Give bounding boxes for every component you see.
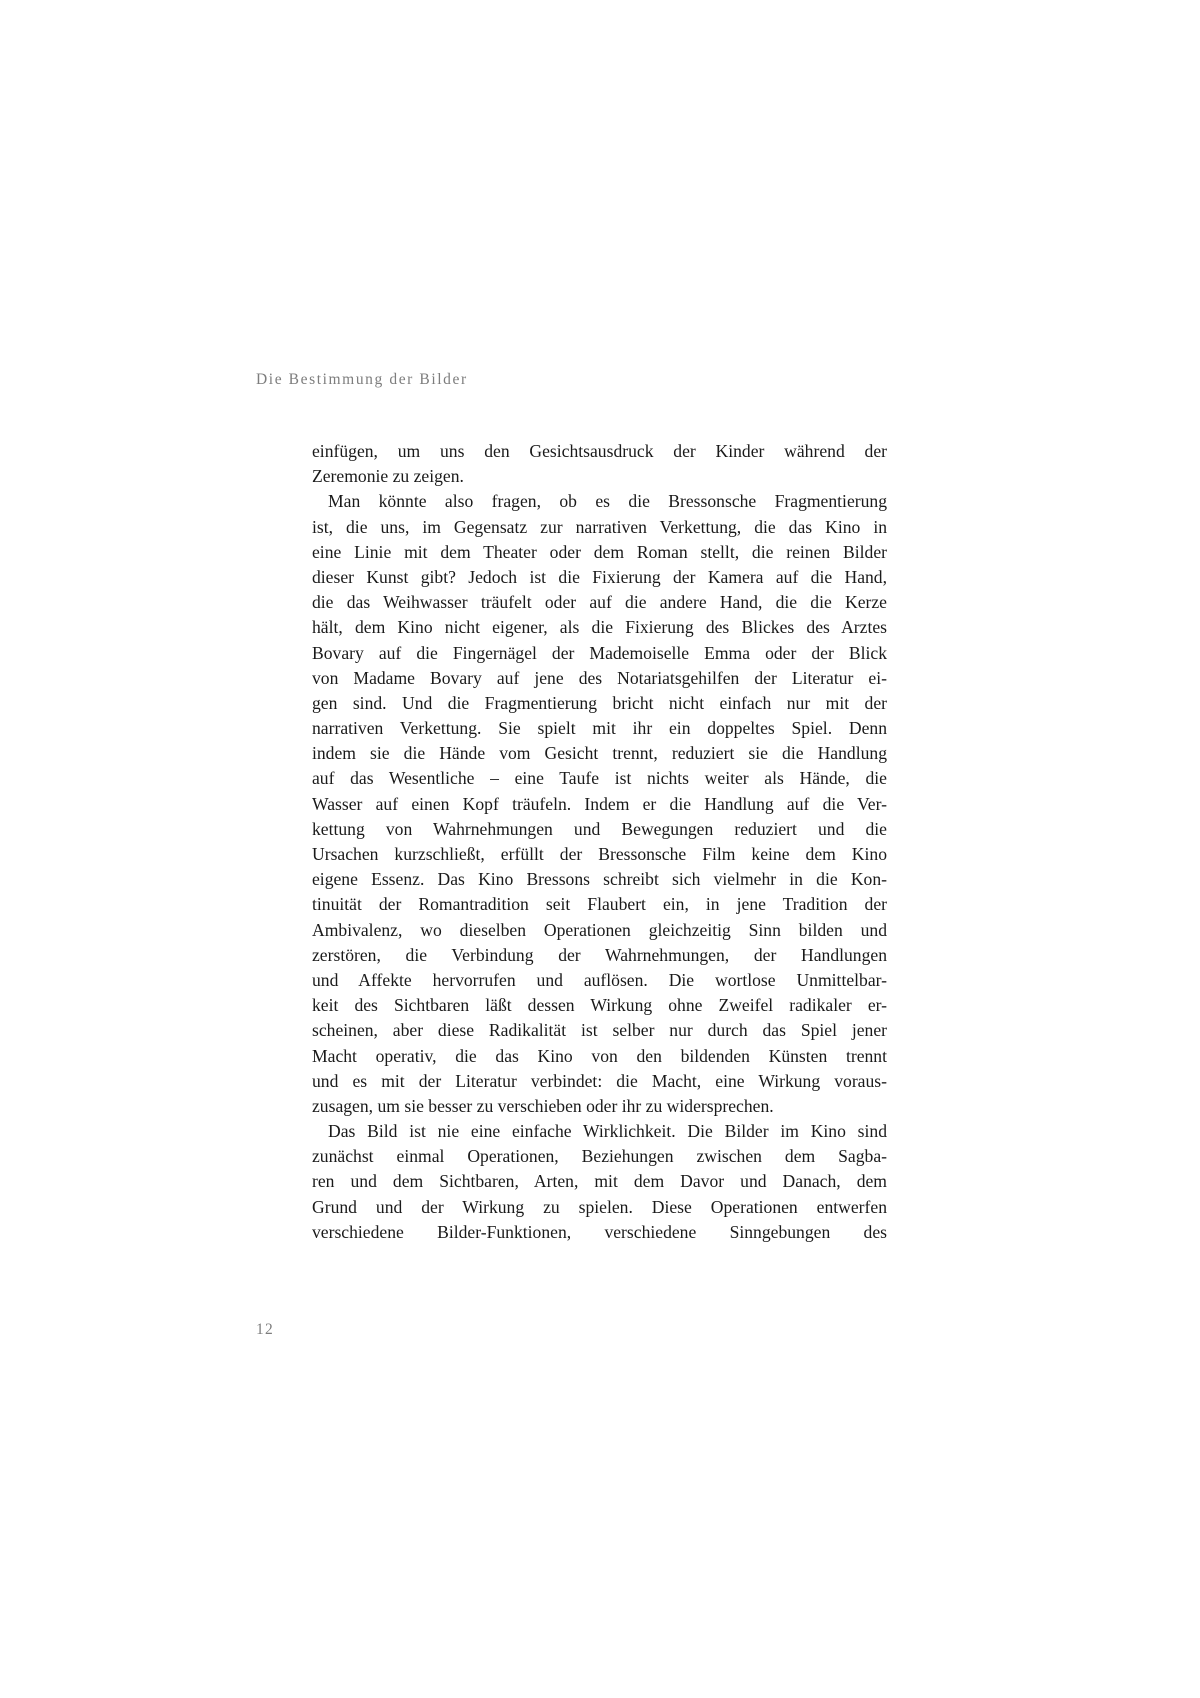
text-line: narrativen Verkettung. Sie spielt mit ihr ein doppeltes Spiel. Denn: [312, 718, 887, 739]
paragraph-start-line: Das Bild ist nie eine einfache Wirklichkeit. Die Bilder im Kino sind: [328, 1121, 887, 1142]
text-line: gen sind. Und die Fragmentierung bricht nicht einfach nur mit der: [312, 692, 887, 713]
page-number: 12: [256, 1321, 274, 1338]
text-line: und Affekte hervorrufen und auflösen. Die wortlose Unmittelbar-: [312, 969, 887, 990]
text-line: kettung von Wahrnehmungen und Bewegungen reduziert und die: [312, 818, 887, 839]
text-line: eigene Essenz. Das Kino Bressons schreibt sich vielmehr in die Kon-: [312, 869, 887, 890]
text-line: ren und dem Sichtbaren, Arten, mit dem Davor und Danach, dem: [312, 1171, 887, 1192]
text-line: Ursachen kurzschließt, erfüllt der Bressonsche Film keine dem Kino: [312, 844, 887, 864]
paragraph-start-line: Man könnte also fragen, ob es die Bressonsche Fragmentierung: [328, 491, 887, 512]
text-line: hält, dem Kino nicht eigener, als die Fixierung des Blickes des Arztes: [312, 617, 887, 638]
text-line: Ambivalenz, wo dieselben Operationen gleichzeitig Sinn bilden und: [312, 919, 887, 940]
text-line: dieser Kunst gibt? Jedoch ist die Fixierung der Kamera auf die Hand,: [312, 566, 887, 587]
text-line: zusagen, um sie besser zu verschieben oder ihr zu widersprechen.: [312, 1095, 774, 1116]
text-line: die das Weihwasser träufelt oder auf die andere Hand, die die Kerze: [312, 592, 887, 613]
text-line: einfügen, um uns den Gesichtsausdruck der Kinder während der: [312, 441, 887, 461]
text-line: eine Linie mit dem Theater oder dem Roman stellt, die reinen Bilder: [312, 541, 887, 562]
text-line: von Madame Bovary auf jene des Notariatsgehilfen der Literatur ei-: [312, 667, 887, 688]
text-line: ist, die uns, im Gegensatz zur narrativen Verkettung, die das Kino in: [312, 516, 887, 537]
text-line: Wasser auf einen Kopf träufeln. Indem er die Handlung auf die Ver-: [312, 793, 887, 814]
text-line: keit des Sichtbaren läßt dessen Wirkung ohne Zweifel radikaler er-: [312, 995, 887, 1016]
text-line: indem sie die Hände vom Gesicht trennt, reduziert sie die Handlung: [312, 743, 887, 764]
text-line: auf das Wesentliche – eine Taufe ist nichts weiter als Hände, die: [312, 768, 887, 789]
text-line: und es mit der Literatur verbindet: die Macht, eine Wirkung voraus-: [312, 1070, 887, 1091]
text-line: tinuität der Romantradition seit Flaubert ein, in jene Tradition der: [312, 894, 887, 915]
text-line: zerstören, die Verbindung der Wahrnehmungen, der Handlungen: [312, 944, 887, 965]
text-line: Macht operativ, die das Kino von den bildenden Künsten trennt: [312, 1045, 887, 1066]
text-line: scheinen, aber diese Radikalität ist selber nur durch das Spiel jener: [312, 1020, 887, 1041]
text-line: verschiedene Bilder-Funktionen, verschiedene Sinngebungen des: [312, 1221, 887, 1242]
text-line: Bovary auf die Fingernägel der Mademoiselle Emma oder der Blick: [312, 642, 887, 663]
body-text: [312, 439, 887, 1245]
running-header: Die Bestimmung der Bilder: [256, 371, 468, 388]
text-line: zunächst einmal Operationen, Beziehungen zwischen dem Sagba-: [312, 1146, 887, 1167]
text-line: Zeremonie zu zeigen.: [312, 466, 464, 487]
text-line: Grund und der Wirkung zu spielen. Diese Operationen entwerfen: [312, 1196, 887, 1217]
